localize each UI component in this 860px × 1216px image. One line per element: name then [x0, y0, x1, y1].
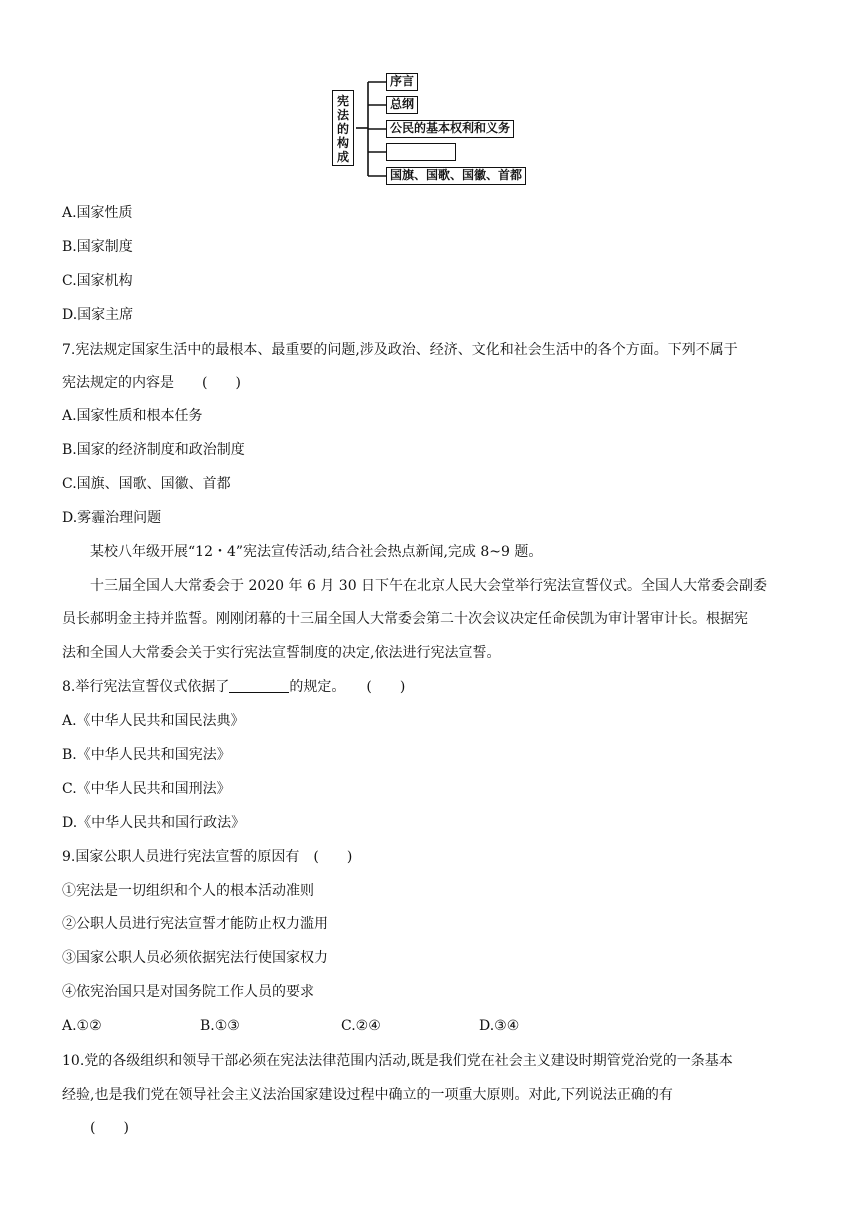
q6-option-c: C.国家机构	[62, 273, 133, 289]
q6-option-d: D.国家主席	[62, 307, 134, 323]
diagram-branch-preamble: 序言	[386, 73, 418, 91]
q9-choice-c: C.②④	[341, 1018, 381, 1034]
q10-stem-line1: 10.党的各级组织和领导干部必须在宪法法律范围内活动,既是我们党在社会主义建设时期管党治党的一条基本	[62, 1053, 733, 1069]
diagram-root-char: 成	[336, 150, 349, 164]
q10-answer-paren: ( )	[90, 1120, 129, 1136]
q9-statement-2: ②公职人员进行宪法宣誓才能防止权力滥用	[62, 916, 328, 932]
diagram-root-char: 法	[336, 108, 349, 122]
q6-option-a: A.国家性质	[62, 205, 133, 221]
q9-choice-d: D.③④	[479, 1018, 520, 1034]
q9-statement-3: ③国家公职人员必须依据宪法行使国家权力	[62, 950, 328, 966]
q9-choice-b: B.①③	[200, 1018, 240, 1034]
material-paragraph-line3: 法和全国人大常委会关于实行宪法宣誓制度的决定,依法进行宪法宣誓。	[62, 645, 501, 661]
q8-option-c: C.《中华人民共和国刑法》	[62, 781, 231, 797]
diagram-root-char: 的	[336, 122, 349, 136]
q8-stem	[62, 677, 405, 697]
constitution-structure-diagram	[330, 72, 532, 190]
q8-option-b: B.《中华人民共和国宪法》	[62, 747, 231, 763]
q8-option-a: A.《中华人民共和国民法典》	[62, 713, 245, 729]
q7-stem-line1: 7.宪法规定国家生活中的最根本、最重要的问题,涉及政治、经济、文化和社会生活中的各个方面。下列不属于	[62, 342, 738, 358]
q9-statement-1: ①宪法是一切组织和个人的根本活动准则	[62, 883, 314, 899]
material-paragraph-line2: 员长郝明金主持并监誓。刚刚闭幕的十三届全国人大常委会第二十次会议决定任命侯凯为审计署审计长。根据宪	[62, 611, 748, 627]
diagram-root-char: 构	[336, 136, 349, 150]
q8-stem-after: 的规定。 ( )	[289, 679, 406, 695]
q8-stem-before: 8.举行宪法宣誓仪式依据了	[62, 679, 230, 695]
material-paragraph-line1: 十三届全国人大常委会于 2020 年 6 月 30 日下午在北京人民大会堂举行宪法宣誓仪式。全国人大常委会副委	[90, 578, 768, 594]
diagram-root-box	[332, 90, 354, 166]
q9-stem: 9.国家公职人员进行宪法宣誓的原因有 ( )	[62, 849, 353, 865]
q9-choice-a: A.①②	[62, 1018, 102, 1034]
q7-stem-line2: 宪法规定的内容是 ( )	[62, 375, 241, 391]
q6-option-b: B.国家制度	[62, 239, 133, 255]
material-intro: 某校八年级开展“12・4”宪法宣传活动,结合社会热点新闻,完成 8~9 题。	[90, 544, 543, 560]
q7-option-a: A.国家性质和根本任务	[62, 408, 203, 424]
q7-option-c: C.国旗、国歌、国徽、首都	[62, 476, 231, 492]
diagram-root-char: 宪	[336, 94, 349, 108]
q7-option-d: D.雾霾治理问题	[62, 510, 162, 526]
q7-option-b: B.国家的经济制度和政治制度	[62, 442, 245, 458]
q8-option-d: D.《中华人民共和国行政法》	[62, 815, 246, 831]
diagram-branch-general-principles: 总纲	[386, 96, 418, 114]
diagram-branch-national-symbols: 国旗、国歌、国徽、首都	[386, 167, 526, 185]
q9-statement-4: ④依宪治国只是对国务院工作人员的要求	[62, 984, 314, 1000]
q10-stem-line2: 经验,也是我们党在领导社会主义法治国家建设过程中确立的一项重大原则。对此,下列说法正确的有	[62, 1087, 673, 1103]
q8-fill-blank	[229, 678, 289, 693]
diagram-branch-rights-duties: 公民的基本权利和义务	[386, 120, 514, 138]
diagram-branch-blank	[386, 143, 456, 161]
